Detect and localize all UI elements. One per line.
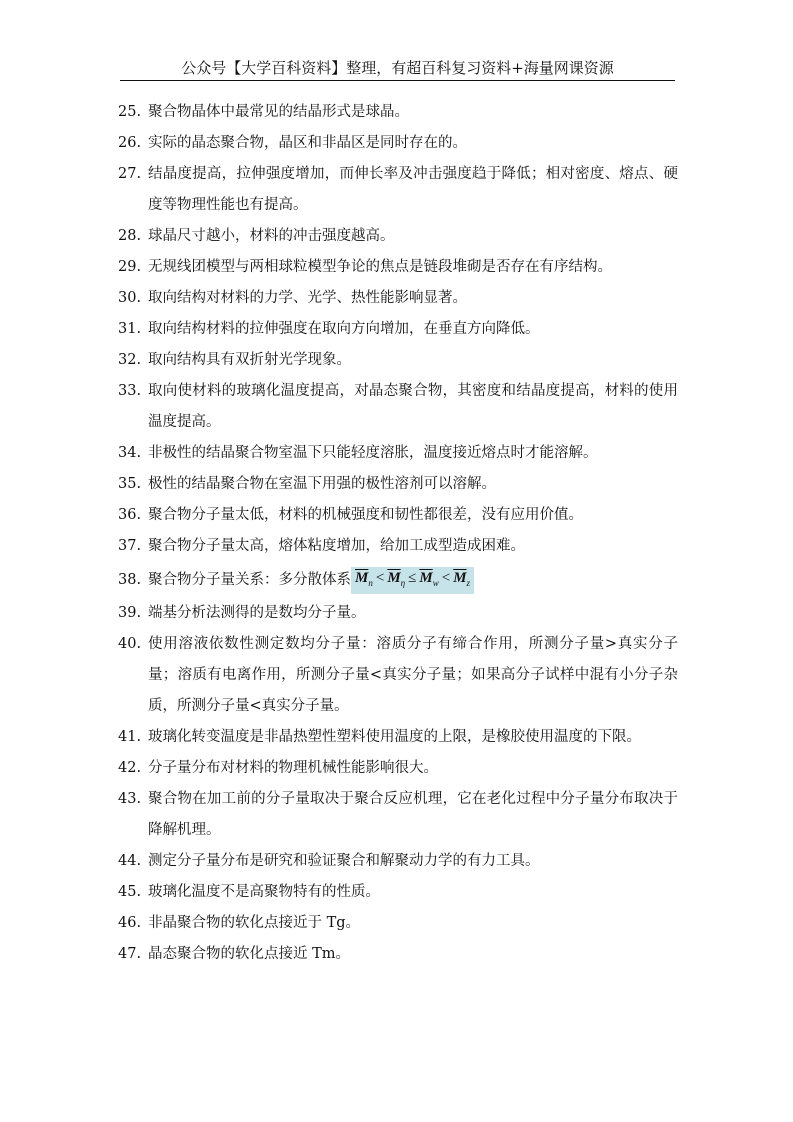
list-item	[118, 469, 678, 500]
item-number: 33.	[118, 383, 142, 399]
item-text: 非晶聚合物的软化点接近于 Tg。	[148, 915, 361, 931]
list-item	[118, 877, 678, 908]
list-item	[118, 784, 678, 846]
list-item	[118, 97, 678, 128]
item-number: 44.	[118, 853, 142, 869]
formula-symbol: $\overline{M}$	[387, 569, 401, 586]
list-item	[118, 438, 678, 469]
list-item	[118, 598, 678, 629]
item-number: 26.	[118, 135, 142, 151]
item-number: 42.	[118, 760, 142, 776]
item-number: 25.	[118, 104, 142, 120]
item-text: 取向结构具有双折射光学现象。	[148, 352, 351, 368]
formula-subscript: w	[432, 577, 439, 588]
formula-operator: <	[441, 569, 451, 586]
list-item	[118, 128, 678, 159]
item-text: 取向结构对材料的力学、光学、热性能影响显著。	[148, 290, 467, 306]
item-number: 27.	[118, 166, 142, 182]
item-text: 无规线团模型与两相球粒模型争论的焦点是链段堆砌是否存在有序结构。	[148, 259, 612, 275]
item-text: 晶态聚合物的软化点接近 Tm。	[148, 946, 351, 962]
item-number: 39.	[118, 605, 142, 621]
list-item	[118, 500, 678, 531]
item-number: 35.	[118, 476, 142, 492]
item-text: 取向使材料的玻璃化温度提高，对晶态聚合物，其密度和结晶度提高，材料的使用温度提高。	[148, 383, 678, 430]
formula-operator: <	[375, 569, 385, 586]
list-item	[118, 252, 678, 283]
item-number: 34.	[118, 445, 142, 461]
item-text: 结晶度提高，拉伸强度增加，而伸长率及冲击强度趋于降低；相对密度、熔点、硬度等物理性能也有提高。	[148, 166, 678, 213]
item-text: 极性的结晶聚合物在室温下用强的极性溶剂可以溶解。	[148, 476, 496, 492]
list-item	[118, 753, 678, 784]
formula-symbol: $\overline{M}$	[355, 569, 369, 586]
item-number: 29.	[118, 259, 142, 275]
formula-operator: ≤	[408, 569, 417, 586]
formula-symbol: $\overline{M}$	[419, 569, 433, 586]
item-text: 非极性的结晶聚合物室温下只能轻度溶胀，温度接近熔点时才能溶解。	[148, 445, 598, 461]
list-item	[118, 376, 678, 438]
list-item	[118, 939, 678, 970]
item-text: 聚合物分子量关系：多分散体系	[148, 572, 351, 588]
formula-subscript: n	[368, 577, 373, 588]
list-item	[118, 221, 678, 252]
item-text: 玻璃化温度不是高聚物特有的性质。	[148, 884, 380, 900]
item-number: 37.	[118, 538, 142, 554]
item-number: 45.	[118, 884, 142, 900]
item-number: 43.	[118, 791, 142, 807]
statement-list	[118, 97, 678, 970]
item-text: 聚合物在加工前的分子量取决于聚合反应机理，它在老化过程中分子量分布取决于降解机理。	[148, 791, 678, 838]
item-text-with-formula	[148, 562, 678, 598]
list-item	[118, 314, 678, 345]
formula-symbol: $\overline{M}$	[453, 569, 467, 586]
item-text: 聚合物分子量太高，熔体粘度增加，给加工成型造成困难。	[148, 538, 525, 554]
item-text: 球晶尺寸越小，材料的冲击强度越高。	[148, 228, 395, 244]
list-item	[118, 846, 678, 877]
item-text: 取向结构材料的拉伸强度在取向方向增加，在垂直方向降低。	[148, 321, 540, 337]
item-text: 端基分析法测得的是数均分子量。	[148, 605, 366, 621]
list-item	[118, 531, 678, 562]
item-number: 32.	[118, 352, 142, 368]
item-text: 实际的晶态聚合物，晶区和非晶区是同时存在的。	[148, 135, 467, 151]
list-item	[118, 629, 678, 722]
list-item	[118, 908, 678, 939]
item-number: 28.	[118, 228, 142, 244]
formula-subscript: η	[400, 577, 406, 588]
item-text: 聚合物晶体中最常见的结晶形式是球晶。	[148, 104, 409, 120]
list-item	[118, 345, 678, 376]
formula-subscript: z	[466, 577, 471, 588]
item-number: 40.	[118, 636, 142, 652]
item-number: 36.	[118, 507, 142, 523]
list-item	[118, 562, 678, 598]
item-number: 30.	[118, 290, 142, 306]
molecular-weight-formula	[351, 567, 474, 594]
item-number: 46.	[118, 915, 142, 931]
item-text: 测定分子量分布是研究和验证聚合和解聚动力学的有力工具。	[148, 853, 540, 869]
page-header: 公众号【大学百科资料】整理，有超百科复习资料+海量网课资源	[120, 56, 675, 81]
item-text: 玻璃化转变温度是非晶热塑性塑料使用温度的上限，是橡胶使用温度的下限。	[148, 729, 641, 745]
item-number: 47.	[118, 946, 142, 962]
item-number: 38.	[118, 572, 142, 588]
list-item	[118, 722, 678, 753]
item-number: 31.	[118, 321, 142, 337]
item-text: 聚合物分子量太低，材料的机械强度和韧性都很差，没有应用价值。	[148, 507, 583, 523]
item-number: 41.	[118, 729, 142, 745]
list-item	[118, 159, 678, 221]
item-text: 分子量分布对材料的物理机械性能影响很大。	[148, 760, 438, 776]
item-text: 使用溶液依数性测定数均分子量：溶质分子有缔合作用，所测分子量>真实分子量；溶质有电离作用，所测分子量<真实分子量；如果高分子试样中混有小分子杂质，所测分子量<真实分子量。	[148, 636, 678, 714]
list-item	[118, 283, 678, 314]
